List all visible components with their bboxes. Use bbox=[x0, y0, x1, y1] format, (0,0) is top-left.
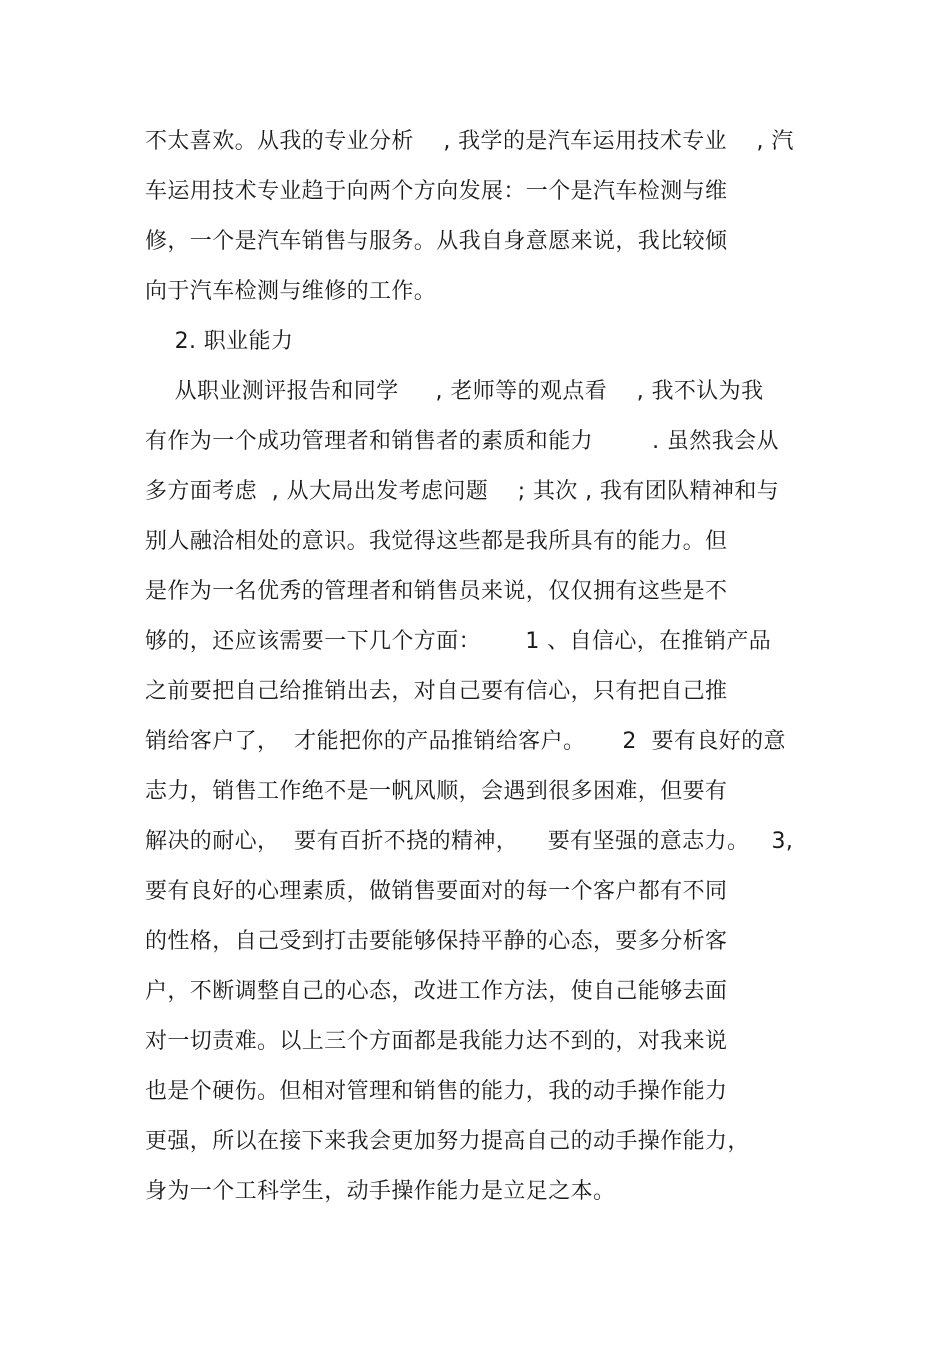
text-line: 也是个硬伤。但相对管理和销售的能力，我的动手操作能力 bbox=[145, 1079, 728, 1104]
text-line: 别人融洽相处的意识。我觉得这些都是我所具有的能力。但 bbox=[145, 529, 728, 554]
text-line: 的性格，自己受到打击要能够保持平静的心态，要多分析客 bbox=[145, 929, 728, 954]
text-line: 身为一个工科学生，动手操作能力是立足之本。 bbox=[145, 1179, 616, 1204]
text-line: 更强，所以在接下来我会更加努力提高自己的动手操作能力， bbox=[145, 1129, 750, 1154]
text-line: 不太喜欢。从我的专业分析 , 我学的是汽车运用技术专业 , 汽 bbox=[145, 129, 794, 154]
text-line: 够的，还应该需要一下几个方面： 1 、自信心，在推销产品 bbox=[145, 629, 772, 654]
text-line: 志力，销售工作绝不是一帆风顺，会遇到很多困难，但要有 bbox=[145, 779, 728, 804]
text-line: 车运用技术专业趋于向两个方向发展：一个是汽车检测与维 bbox=[145, 179, 728, 204]
text-line: 向于汽车检测与维修的工作。 bbox=[145, 279, 437, 304]
text-line: 解决的耐心， 要有百折不挠的精神， 要有坚强的意志力。 3, bbox=[145, 829, 794, 854]
text-line: 户，不断调整自己的心态，改进工作方法，使自己能够去面 bbox=[145, 979, 728, 1004]
section-heading: 2. 职业能力 bbox=[145, 329, 294, 354]
text-line: 销给客户了， 才能把你的产品推销给客户。 2 要有良好的意 bbox=[145, 729, 786, 754]
text-line: 是作为一名优秀的管理者和销售员来说，仅仅拥有这些是不 bbox=[145, 579, 728, 604]
text-line: 之前要把自己给推销出去，对自己要有信心，只有把自己推 bbox=[145, 679, 728, 704]
text-line: 对一切责难。以上三个方面都是我能力达不到的，对我来说 bbox=[145, 1029, 728, 1054]
text-line: 多方面考虑 , 从大局出发考虑问题 ; 其次 , 我有团队精神和与 bbox=[145, 479, 780, 504]
text-line: 要有良好的心理素质，做销售要面对的每一个客户都有不同 bbox=[145, 879, 728, 904]
text-line: 修，一个是汽车销售与服务。从我自身意愿来说，我比较倾 bbox=[145, 229, 728, 254]
text-line: 有作为一个成功管理者和销售者的素质和能力 . 虽然我会从 bbox=[145, 429, 779, 454]
text-line: 从职业测评报告和同学 , 老师等的观点看 , 我不认为我 bbox=[145, 379, 764, 404]
